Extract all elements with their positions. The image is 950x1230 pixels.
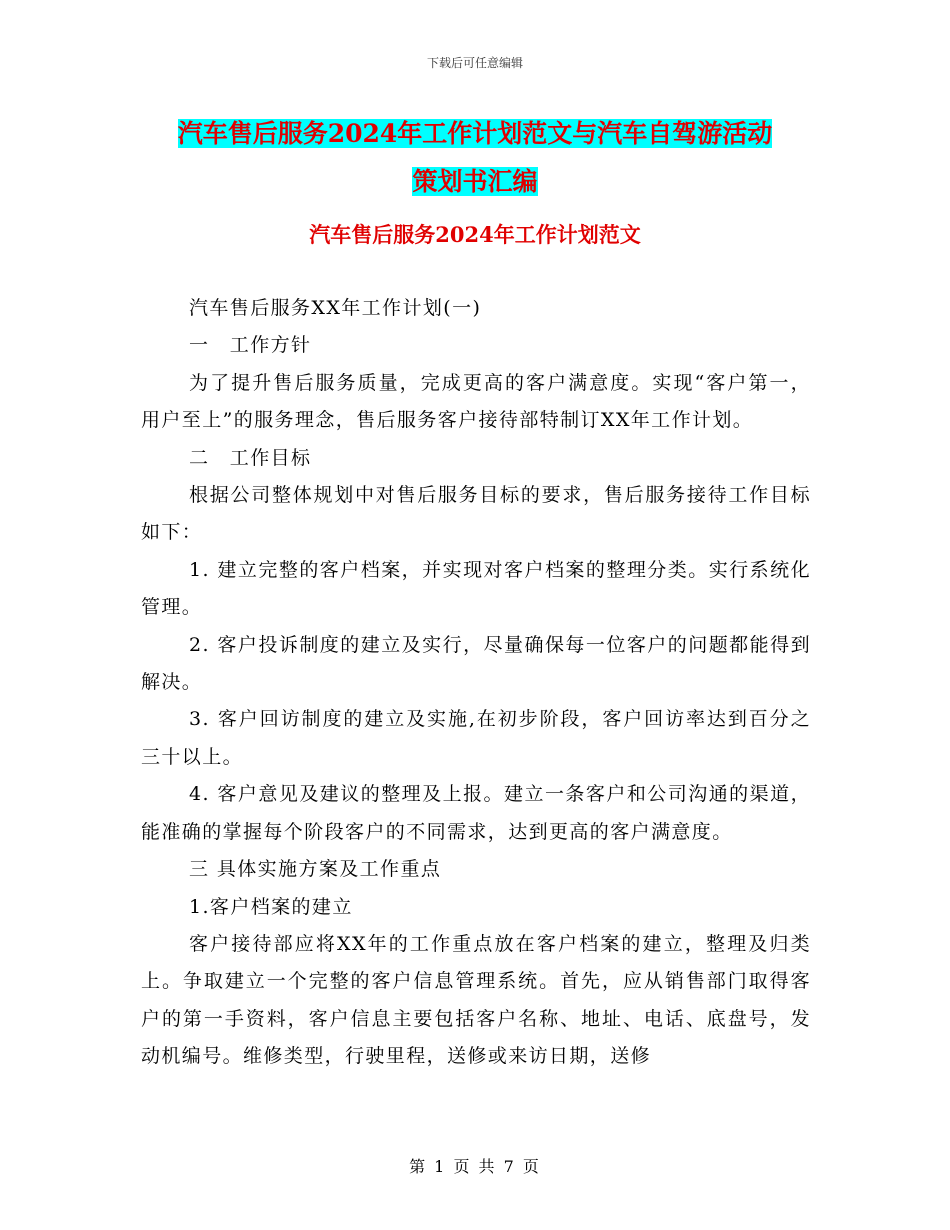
paragraph: 2. 客户投诉制度的建立及实行，尽量确保每一位客户的问题都能得到解决。: [141, 633, 811, 694]
body-text: [141, 290, 811, 1076]
page-header: 下载后可任意编辑: [426, 56, 523, 70]
section-title: 汽车售后服务2024年工作计划范文: [309, 222, 641, 247]
paragraph: 客户接待部应将XX年的工作重点放在客户档案的建立，整理及归类上。争取建立一个完整的客户信息管理系统。首先，应从销售部门取得客户的第一手资料，客户信息主要包括客户名称、地址、电话、底盘号，发动机编号。维修类型，行驶里程，送修或来访日期，送修: [141, 932, 811, 1068]
paragraph: 为了提升售后服务质量，完成更高的客户满意度。实现“客户第一，用户至上”的服务理念，售后服务客户接待部特制订XX年工作计划。: [141, 371, 811, 432]
document-title-line2: 策划书汇编: [412, 167, 538, 196]
paragraph: 3. 客户回访制度的建立及实施,在初步阶段，客户回访率达到百分之三十以上。: [141, 708, 811, 768]
page-number: 第 1 页 共 7 页: [409, 1157, 541, 1176]
document-title: [140, 110, 810, 206]
paragraph: 三 具体实施方案及工作重点: [189, 858, 442, 881]
paragraph: 1. 建立完整的客户档案，并实现对客户档案的整理分类。实行系统化管理。: [141, 558, 811, 619]
paragraph: 二 工作目标: [189, 446, 312, 469]
paragraph: 一 工作方针: [189, 334, 312, 357]
paragraph: 根据公司整体规划中对售后服务目标的要求，售后服务接待工作目标如下：: [141, 484, 811, 544]
document-title-line1: 汽车售后服务2024年工作计划范文与汽车自驾游活动: [177, 119, 773, 148]
paragraph: 汽车售后服务XX年工作计划(一): [189, 297, 482, 319]
paragraph: 1.客户档案的建立: [189, 895, 353, 918]
paragraph: 4. 客户意见及建议的整理及上报。建立一条客户和公司沟通的渠道，能准确的掌握每个阶段客户的不同需求，达到更高的客户满意度。: [141, 783, 811, 843]
